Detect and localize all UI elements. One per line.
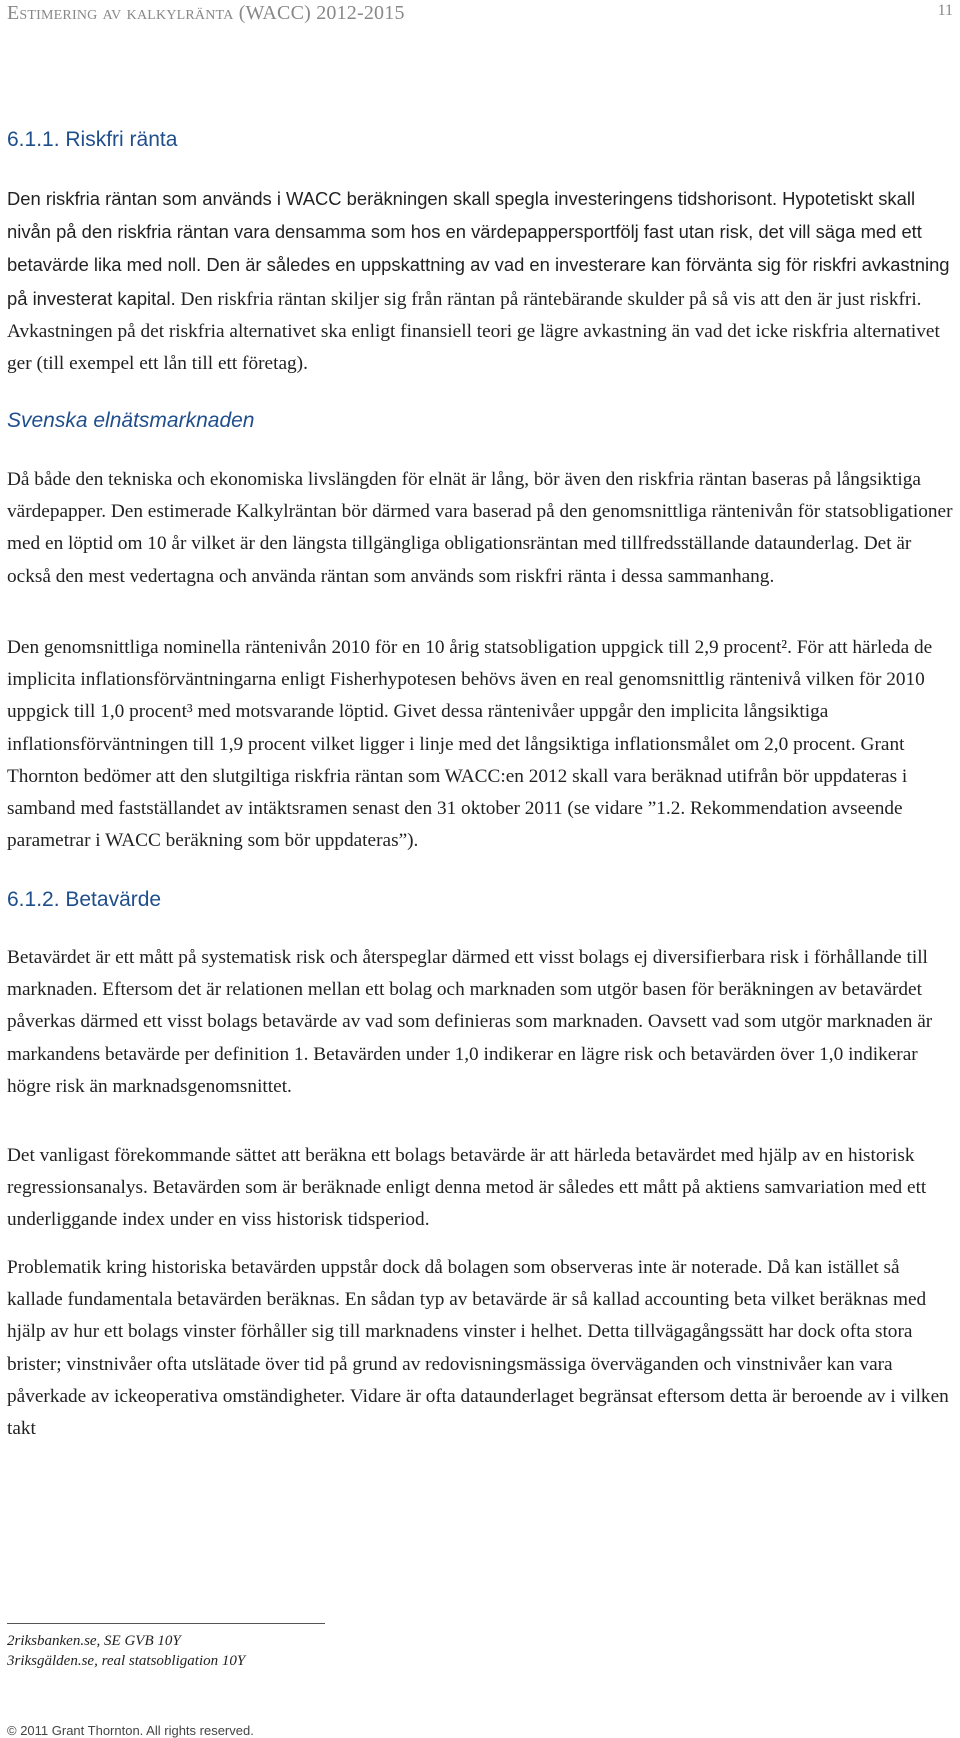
section-heading-betavarde: 6.1.2. Betavärde xyxy=(7,888,162,911)
subheading-svenska-elnatsmarknaden: Svenska elnätsmarknaden xyxy=(7,409,255,432)
beta-paragraph-3: Problematik kring historiska betavärden uppstår dock då bolagen som observeras inte är noterade. Då kan istället så kallade fundamentala betavärden beräknas. En sådan typ av betavärde är så kallad accounting beta vilket beräknas med hjälp av hur ett bolags vinster förhåller sig till marknadens vinster i helhet. Detta tillvägagångssätt har dock ofta stora brister; vinstnivåer ofta utslätade över tid på grund av redovisningsmässiga överväganden och vinstnivåer kan vara påverkade av ickeoperativa omständigheter. Vidare är ofta dataunderlaget begränsat eftersom detta är beroende av i vilken takt xyxy=(7,1257,949,1440)
beta-paragraph-1: Betavärdet är ett mått på systematisk risk och återspeglar därmed ett visst bolags ej diversifierbara risk i förhållande till marknaden. Eftersom det är relationen mellan ett bolag och marknaden som utgör basen för beräkningen av betavärdet påverkas därmed ett visst bolags betavärde av vad som definieras som marknaden. Oavsett vad som utgör marknaden är markandens betavärde per definition 1. Betavärden under 1,0 indikerar en lägre risk och betavärden över 1,0 indikerar högre risk än marknadsgenomsnittet. xyxy=(7,947,933,1097)
riskfri-paragraph-serif-part: Den riskfria räntan skiljer sig från räntan på räntebärande skulder på så vis att den är just riskfri. Avkastningen på det riskfria alternativet ska enligt finansiell teori ge lägre avkastning än vad det icke riskfria alternativet ger (till exempel ett lån till ett företag). xyxy=(7,288,940,375)
page-footer: © 2011 Grant Thornton. All rights reserved. xyxy=(7,1723,254,1738)
page-number: 11 xyxy=(937,2,953,19)
footnote-separator xyxy=(7,1623,325,1624)
elnat-paragraph-1: Då både den tekniska och ekonomiska livslängden för elnät är lång, bör även den riskfria räntan baseras på långsiktiga värdepapper. Den estimerade Kalkylräntan bör därmed vara baserad på den genomsnittliga räntenivån för statsobligationer med en löptid om 10 år vilket är den längsta tillgängliga obligationsräntan med tillfredsställande dataunderlag. Det är också den mest vedertagna och använda räntan som används som riskfri ränta i dessa sammanhang. xyxy=(7,469,953,587)
riskfri-paragraph xyxy=(7,183,953,380)
page-header xyxy=(7,0,953,28)
footnote-2: 2riksbanken.se, SE GVB 10Y xyxy=(7,1633,181,1649)
beta-paragraph-2: Det vanligast förekommande sättet att beräkna ett bolags betavärde är att härleda betavärdet med hjälp av en historisk regressionsanalys. Betavärden som är beräknade enligt denna metod är således ett mått på aktiens samvariation med ett underliggande index under en viss historisk tidsperiod. xyxy=(7,1145,927,1231)
header-title: Estimering av kalkylränta (WACC) 2012-2015 xyxy=(7,2,405,24)
elnat-paragraph-2: Den genomsnittliga nominella räntenivån 2010 för en 10 årig statsobligation uppgick till 2,9 procent². För att härleda de implicita inflationsförväntningarna enligt Fisherhypotesen behövs även en real genomsnittlig räntenivå vilken för 2010 uppgick till 1,0 procent³ med motsvarande löptid. Givet dessa räntenivåer uppgår den implicita långsiktiga inflationsförväntningen till 1,9 procent vilket ligger i linje med det långsiktiga inflationsmålet om 2,0 procent. Grant Thornton bedömer att den slutgiltiga riskfria räntan som WACC:en 2012 skall vara beräknad utifrån bör uppdateras i samband med fastställandet av intäktsramen senast den 31 oktober 2011 (se vidare ”1.2. Rekommendation avseende parametrar i WACC beräkning som bör uppdateras”). xyxy=(7,637,933,852)
section-heading-riskfri-ranta: 6.1.1. Riskfri ränta xyxy=(7,128,178,151)
footnote-3: 3riksgälden.se, real statsobligation 10Y xyxy=(7,1653,246,1669)
riskfri-paragraph-sans-part: Den riskfria räntan som används i WACC beräkningen skall spegla investeringens tidshorisont. Hypotetiskt skall nivån på den riskfria räntan vara densamma som hos en värdepappersportfölj fast utan risk, det vill säga med ett betavärde lika med noll. Den är således en uppskattning av vad en investerare kan förvänta sig för riskfri avkastning på investerat kapital. xyxy=(7,188,950,309)
